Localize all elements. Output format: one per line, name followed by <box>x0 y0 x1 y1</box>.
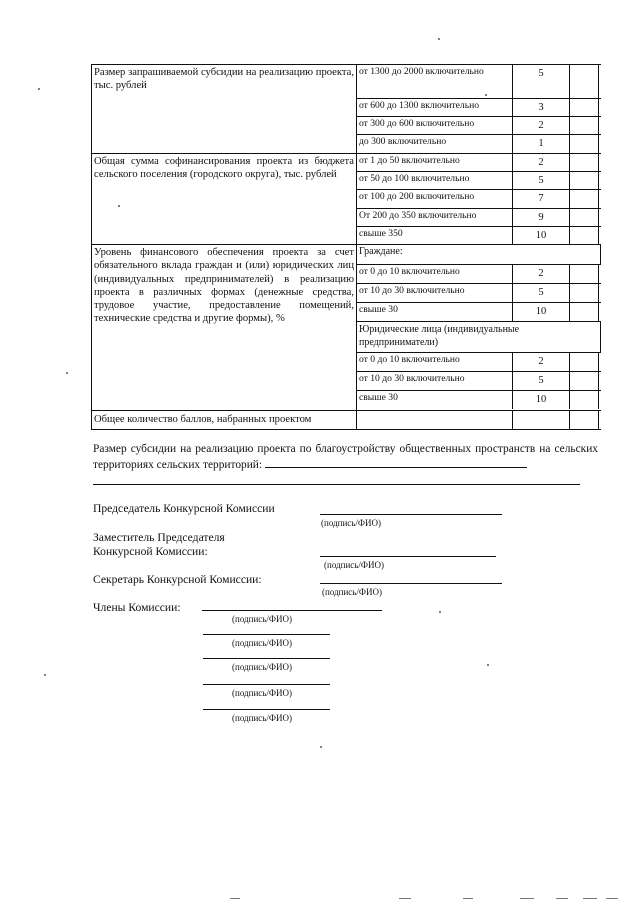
scan-speck <box>485 94 487 96</box>
option-text: от 100 до 200 включительно <box>359 191 475 203</box>
option-text: от 50 до 100 включительно <box>359 173 470 185</box>
subsidy-amount-line-2 <box>93 484 580 485</box>
deputy-label-line1: Заместитель Председателя <box>93 531 225 544</box>
group-heading-row <box>357 245 601 264</box>
criterion-cell: Общее количество баллов, набранных проектом <box>92 411 357 429</box>
empty-cell <box>569 190 599 207</box>
scan-speck <box>44 674 46 676</box>
signature-line <box>203 658 330 659</box>
table-row <box>91 244 601 410</box>
signature-caption: (подпись/ФИО) <box>324 560 384 570</box>
option-row <box>357 302 601 321</box>
option-score: 5 <box>512 172 569 189</box>
group-heading: Граждане: <box>359 246 403 257</box>
option-text: до 300 включительно <box>359 136 447 148</box>
scan-speck <box>38 88 40 90</box>
scan-speck <box>439 611 441 613</box>
empty-cell <box>569 227 599 244</box>
empty-cell <box>569 391 599 409</box>
signature-caption: (подпись/ФИО) <box>321 518 381 528</box>
option-score: 3 <box>512 99 569 116</box>
empty-cell <box>569 411 599 429</box>
option-row <box>357 208 601 226</box>
option-score: 2 <box>512 265 569 283</box>
signature-line <box>203 684 330 685</box>
empty-cell <box>569 303 599 321</box>
option-score: 9 <box>512 209 569 226</box>
empty-cell <box>357 411 512 429</box>
option-row <box>357 283 601 302</box>
option-score: 2 <box>512 154 569 171</box>
empty-cell <box>569 117 599 135</box>
signature-line <box>202 610 382 611</box>
empty-cell <box>569 154 599 171</box>
option-row <box>357 65 601 98</box>
option-score: 5 <box>512 372 569 390</box>
criterion-cell: Размер запрашиваемой субсидии на реализацию проекта, тыс. рублей <box>92 65 357 153</box>
option-score: 5 <box>512 284 569 302</box>
criterion-cell: Общая сумма софинансирования проекта из бюджета сельского поселения (городского округа), тыс. рублей <box>92 154 357 244</box>
option-row <box>357 226 601 244</box>
empty-cell <box>569 65 599 98</box>
empty-cell <box>569 135 599 153</box>
table-row-total <box>91 410 601 430</box>
options-column <box>357 154 601 244</box>
subsidy-text: Размер субсидии на реализацию проекта по благоустройству общественных пространств на сельских территориях сельских территорий: <box>93 443 598 471</box>
signature-caption: (подпись/ФИО) <box>232 638 292 648</box>
signature-line <box>320 514 502 515</box>
option-text: от 10 до 30 включительно <box>359 373 465 384</box>
option-row <box>357 154 601 171</box>
option-row <box>357 411 601 429</box>
scan-speck <box>487 664 489 666</box>
option-text: от 1 до 50 включительно <box>359 155 460 166</box>
option-score: 2 <box>512 117 569 135</box>
criterion-cell: Уровень финансового обеспечения проекта за счет обязательного вклада граждан и (или) юридических лиц (индивидуальных предпринимателей) в реализацию проекта в различных формах (денежные средства, трудовое участие, предоставление помещений, технические средства и другие формы), % <box>92 245 357 410</box>
signature-caption: (подпись/ФИО) <box>232 713 292 723</box>
option-row <box>357 352 601 371</box>
scan-speck <box>320 746 322 748</box>
option-text: от 1300 до 2000 включительно <box>359 66 484 77</box>
scan-mark <box>556 898 568 899</box>
scan-mark <box>583 898 597 899</box>
option-row <box>357 264 601 283</box>
option-score: 10 <box>512 391 569 409</box>
option-text: свыше 30 <box>359 304 398 315</box>
option-row <box>357 189 601 207</box>
table-row <box>91 153 601 244</box>
total-score-cell <box>512 411 569 429</box>
empty-cell <box>569 209 599 226</box>
group-heading: Юридические лица (индивидуальные предприниматели) <box>359 324 520 348</box>
signature-line <box>203 634 330 635</box>
deputy-label-line2: Конкурсной Комиссии: <box>93 545 208 558</box>
option-text: от 0 до 10 включительно <box>359 354 460 365</box>
option-text: свыше 350 <box>359 227 403 239</box>
signature-caption: (подпись/ФИО) <box>232 688 292 698</box>
scan-speck <box>66 372 68 374</box>
option-text: от 0 до 10 включительно <box>359 266 460 277</box>
scan-mark <box>230 898 240 899</box>
option-text: От 200 до 350 включительно <box>359 209 477 221</box>
option-row <box>357 134 601 153</box>
option-score: 2 <box>512 353 569 371</box>
secretary-label: Секретарь Конкурсной Комиссии: <box>93 573 262 586</box>
signature-line <box>203 709 330 710</box>
option-score: 7 <box>512 190 569 207</box>
option-row <box>357 171 601 189</box>
empty-cell <box>569 353 599 371</box>
empty-cell <box>569 172 599 189</box>
options-column <box>357 245 601 410</box>
option-text: от 300 до 600 включительно <box>359 117 475 129</box>
option-score: 10 <box>512 303 569 321</box>
option-text: от 10 до 30 включительно <box>359 285 465 296</box>
signature-line <box>320 583 502 584</box>
criteria-table <box>91 64 601 430</box>
empty-cell <box>569 265 599 283</box>
empty-cell <box>569 372 599 390</box>
subsidy-amount-line <box>265 457 527 468</box>
chairman-label: Председатель Конкурсной Комиссии <box>93 502 275 515</box>
empty-cell <box>569 99 599 116</box>
signature-caption: (подпись/ФИО) <box>232 662 292 672</box>
signature-caption: (подпись/ФИО) <box>232 614 292 624</box>
scan-speck <box>438 38 440 40</box>
empty-cell <box>569 284 599 302</box>
option-score: 1 <box>512 135 569 153</box>
signature-line <box>320 556 496 557</box>
scan-mark <box>520 898 534 899</box>
option-text: свыше 30 <box>359 392 398 403</box>
options-column <box>357 65 601 153</box>
table-row <box>91 64 601 153</box>
options-column <box>357 411 601 429</box>
option-text: от 600 до 1300 включительно <box>359 100 479 112</box>
scan-mark <box>606 898 618 899</box>
option-score: 5 <box>512 65 569 98</box>
scan-mark <box>399 898 411 899</box>
signature-caption: (подпись/ФИО) <box>322 587 382 597</box>
option-row <box>357 116 601 135</box>
option-score: 10 <box>512 227 569 244</box>
option-row <box>357 390 601 409</box>
option-row <box>357 98 601 116</box>
members-label: Члены Комиссии: <box>93 601 181 614</box>
subsidy-paragraph <box>93 441 598 473</box>
scan-speck <box>118 205 120 207</box>
option-row <box>357 371 601 390</box>
scan-mark <box>463 898 473 899</box>
group-heading-row <box>357 321 601 352</box>
